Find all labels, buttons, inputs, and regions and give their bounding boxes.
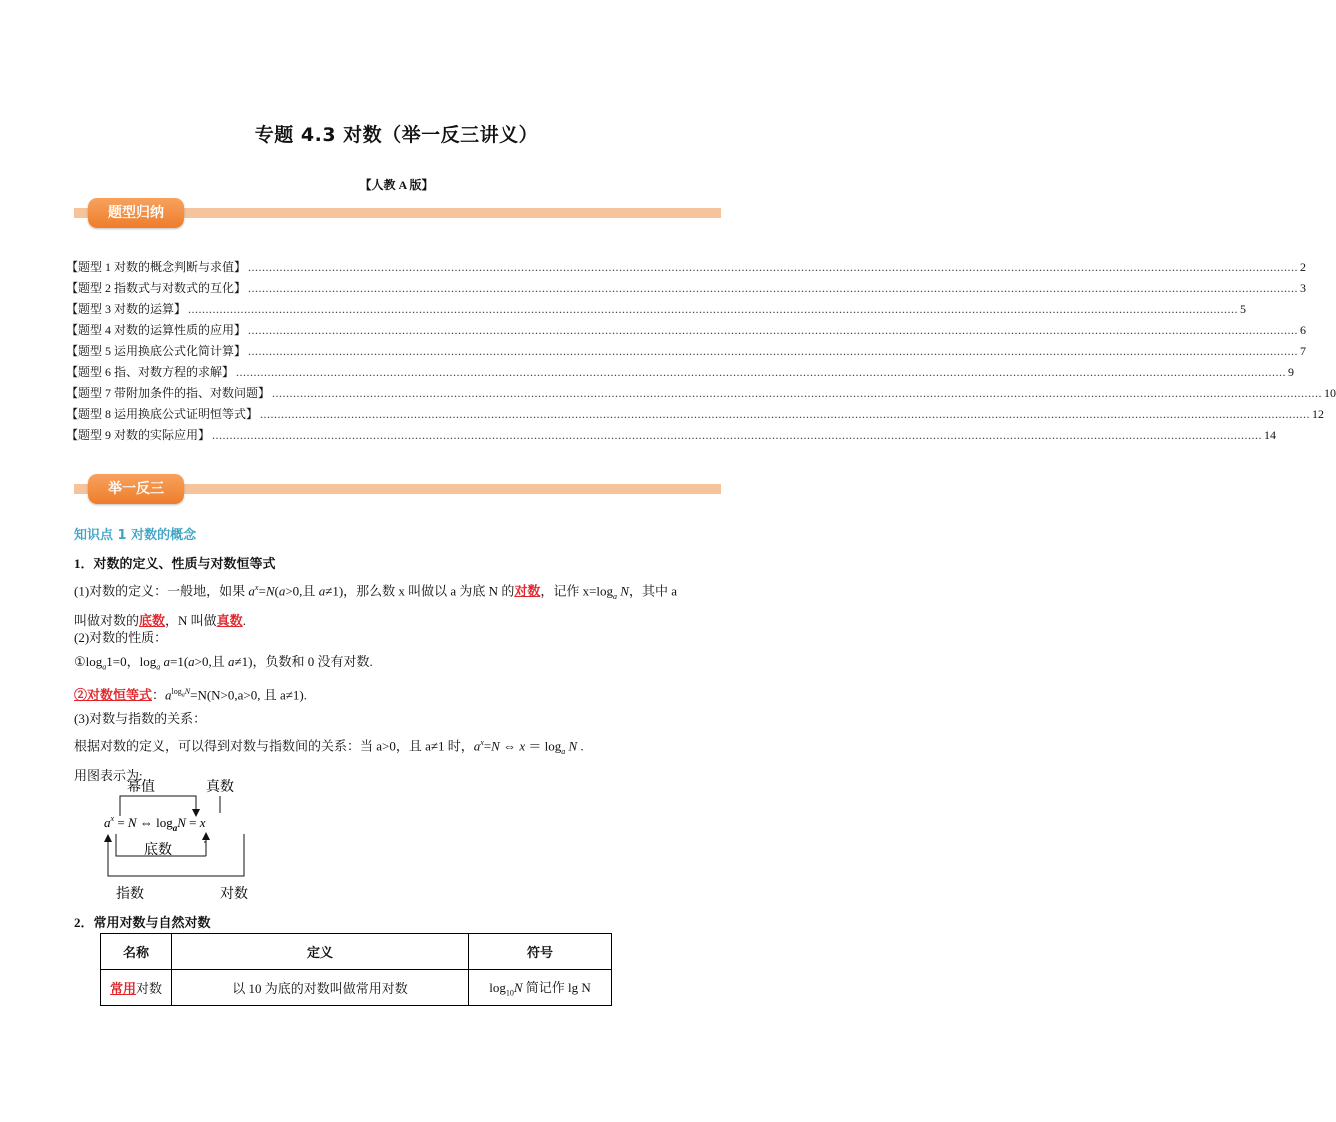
- toc-item-label: 【题型 5 运用换底公式化简计算】: [66, 344, 247, 358]
- log-exponent-diagram: [96, 772, 276, 904]
- cell-symbol-text: 简记作 lg N: [525, 980, 591, 996]
- label-base: 底数: [144, 842, 172, 858]
- definition-text: ，那么数 x 叫做以 a 为底 N 的: [343, 583, 515, 599]
- properties-title: (2)对数的性质：: [74, 630, 168, 645]
- edition-label: 【人教 A 版】: [359, 178, 434, 192]
- toc-leader-dots: ............................................................................................................................................................................................................................................................................................................: [248, 323, 1299, 337]
- col-header-name: 名称: [101, 934, 172, 970]
- col-header-definition: 定义: [172, 934, 469, 970]
- toc-leader-dots: ............................................................................................................................................................................................................................................................................................................: [212, 428, 1263, 442]
- toc-page-number: 3: [1300, 281, 1307, 295]
- label-power: 幂值: [127, 779, 155, 795]
- toc-item[interactable]: [66, 258, 1307, 279]
- term-identity: ②对数恒等式: [74, 686, 153, 702]
- label-antilog: 真数: [206, 779, 234, 795]
- table-of-contents: [66, 258, 1336, 447]
- relation-title: (3)对数与指数的关系：: [74, 711, 207, 727]
- property-text: ，负数和 0 没有对数.: [252, 654, 373, 669]
- definition-text: ，其中 a: [628, 583, 677, 599]
- label-exponent: 指数: [116, 886, 144, 902]
- toc-item-label: 【题型 6 指、对数方程的求解】: [66, 365, 235, 379]
- toc-leader-dots: ............................................................................................................................................................................................................................................................................................................: [248, 344, 1299, 358]
- toc-item[interactable]: [66, 321, 1307, 342]
- toc-leader-dots: ............................................................................................................................................................................................................................................................................................................: [188, 302, 1239, 316]
- toc-leader-dots: ............................................................................................................................................................................................................................................................................................................: [272, 386, 1323, 400]
- cell-name-text: 对数: [136, 981, 163, 996]
- table-row: [101, 970, 612, 1006]
- toc-page-number: 5: [1240, 302, 1247, 316]
- page-title: 专题 4.3 对数（举一反三讲义）: [254, 124, 539, 146]
- toc-page-number: 7: [1300, 344, 1307, 358]
- toc-item-label: 【题型 4 对数的运算性质的应用】: [66, 323, 247, 337]
- relation-text: 根据对数的定义，可以得到对数与指数间的关系：当 a>0，且 a≠1 时，: [74, 738, 474, 754]
- term-antilog: 真数: [216, 612, 243, 628]
- toc-leader-dots: ............................................................................................................................................................................................................................................................................................................: [248, 260, 1299, 274]
- toc-page-number: 2: [1300, 260, 1307, 274]
- toc-item-label: 【题型 9 对数的实际应用】: [66, 428, 211, 442]
- diagram-intro: 用图表示为:: [74, 768, 143, 784]
- cell-definition: 以 10 为底的对数叫做常用对数: [172, 970, 469, 1006]
- cell-symbol: $\log_{10}N$ 简记作 lg N: [469, 970, 612, 1006]
- toc-page-number: 6: [1300, 323, 1307, 337]
- toc-leader-dots: ............................................................................................................................................................................................................................................................................................................: [236, 365, 1287, 379]
- definition-text: (1)对数的定义：一般地，如果: [74, 583, 249, 599]
- identity-text: =N(N>0,a>0, 且 a≠1).: [190, 686, 307, 702]
- toc-item[interactable]: [66, 342, 1307, 363]
- term-base: 底数: [139, 612, 166, 628]
- toc-item[interactable]: [66, 384, 1336, 405]
- col-header-symbol: 符号: [469, 934, 612, 970]
- definition-paragraph: (1)对数的定义：一般地，如果 $a^x=N(a>0$,且 a≠1)，那么数 x 叫做以 a 为底 N 的对数，记作 $x=\log_a$ N，其中 a 叫做对数的底数，N 叫做真数.: [74, 583, 677, 628]
- toc-item[interactable]: [66, 279, 1307, 300]
- toc-item[interactable]: [66, 426, 1277, 447]
- toc-page-number: 14: [1264, 428, 1277, 442]
- toc-item[interactable]: [66, 405, 1325, 426]
- property-text: ①log: [74, 654, 103, 669]
- toc-item[interactable]: [66, 363, 1295, 384]
- label-logarithm: 对数: [220, 886, 248, 902]
- toc-item-label: 【题型 7 带附加条件的指、对数问题】: [66, 386, 271, 400]
- toc-item-label: 【题型 1 对数的概念判断与求值】: [66, 260, 247, 274]
- definition-text: ，N 叫做: [165, 612, 217, 628]
- toc-item-label: 【题型 8 运用换底公式证明恒等式】: [66, 407, 259, 421]
- toc-page-number: 9: [1288, 365, 1295, 379]
- toc-item-label: 【题型 3 对数的运算】: [66, 302, 187, 316]
- toc-item-label: 【题型 2 指数式与对数式的互化】: [66, 281, 247, 295]
- section-heading: 2．常用对数与自然对数: [74, 915, 211, 930]
- definition-text: ，记作 x=log: [540, 583, 614, 599]
- toc-leader-dots: ............................................................................................................................................................................................................................................................................................................: [248, 281, 1299, 295]
- section-heading: 1．对数的定义、性质与对数恒等式: [74, 556, 276, 571]
- cell-name: [101, 970, 172, 1006]
- toc-item[interactable]: [66, 300, 1247, 321]
- banner-practice: 举一反三: [88, 474, 184, 504]
- term-logarithm: 对数: [514, 583, 541, 599]
- term-common: 常用: [109, 981, 136, 996]
- diagram-formula: $a^x = N$ ⇔ $\log_aN = x$: [104, 814, 206, 833]
- toc-page-number: 10: [1324, 386, 1336, 400]
- banner-question-types: 题型归纳: [88, 198, 184, 228]
- toc-page-number: 12: [1312, 407, 1325, 421]
- toc-leader-dots: ............................................................................................................................................................................................................................................................................................................: [260, 407, 1311, 421]
- knowledge-point-heading: 知识点 1 对数的概念: [74, 528, 197, 543]
- log-table: [100, 933, 612, 1006]
- definition-text: 叫做对数的: [74, 612, 140, 628]
- properties-paragraph: (2)对数的性质： $①\log_a1=0$，$\log_a a=1(a>0$,且 a≠1)，负数和 0 没有对数. ②对数恒等式：$a^{log_aN}=N(N>0,a>0$, 且 a≠1). (3)对数与指数的关系： 根据对数的定义，可以得到对数与指数间的关系：当 a>0，且 a≠1 时，$a^x=N$ ⇔ $x = \log_a N$ . 用图表示为:: [74, 630, 584, 784]
